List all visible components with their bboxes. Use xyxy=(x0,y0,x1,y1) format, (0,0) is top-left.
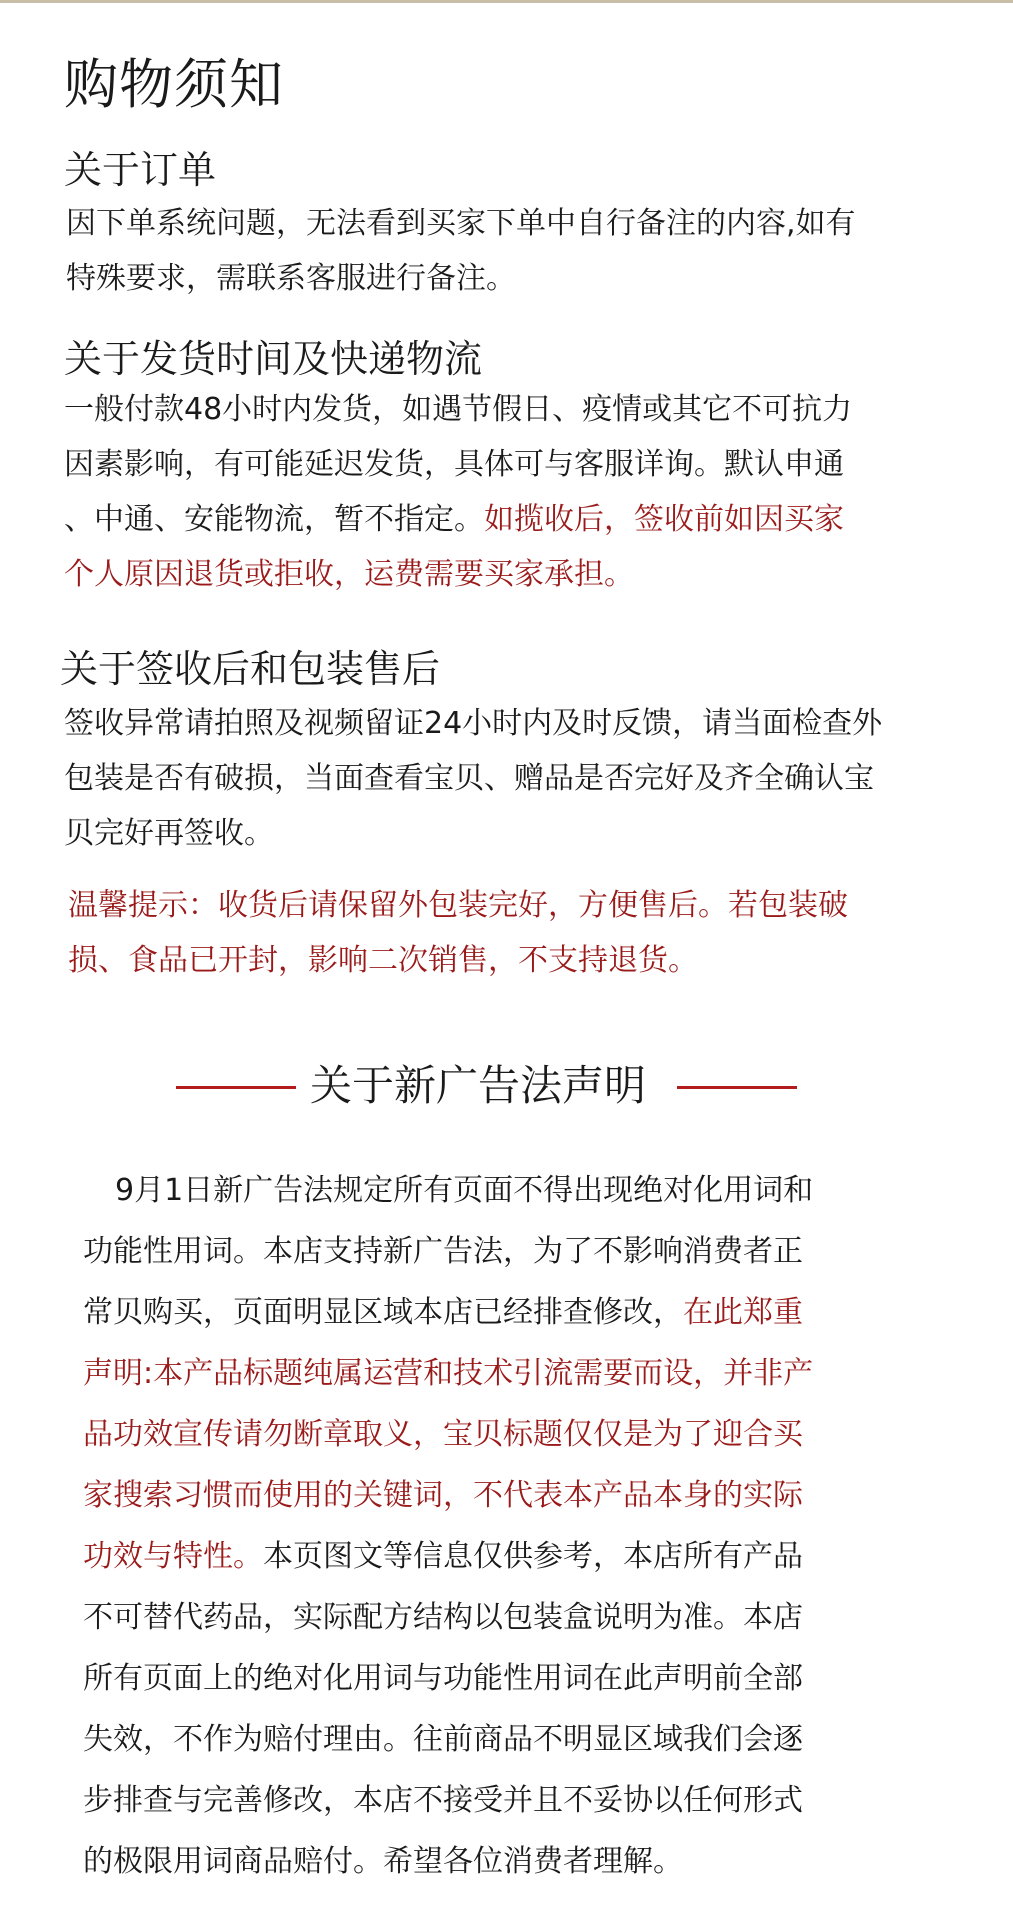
statement-line-7-text: 本页图文等信息仅供参考，本店所有产品 xyxy=(263,1539,803,1574)
statement-line-4: 声明:本产品标题纯属运营和技术引流需要而设，并非产 xyxy=(83,1356,814,1391)
statement-line-2: 功能性用词。本店支持新广告法，为了不影响消费者正 xyxy=(83,1234,803,1269)
order-paragraph xyxy=(66,196,856,306)
aftersale-tip-line-2: 损、食品已开封，影响二次销售，不支持退货。 xyxy=(68,943,698,978)
statement-line-5: 品功效宣传请勿断章取义，宝贝标题仅仅是为了迎合买 xyxy=(83,1417,803,1452)
statement-line-3-text: 常贝购买，页面明显区域本店已经排查修改， xyxy=(83,1295,683,1330)
shipping-line-3-text: 、中通、安能物流，暂不指定。 xyxy=(64,502,484,537)
aftersale-line-2: 包装是否有破损，当面查看宝贝、赠品是否完好及齐全确认宝 xyxy=(64,761,874,796)
aftersale-heading: 关于签收后和包装售后 xyxy=(60,647,441,691)
order-line-1: 因下单系统问题，无法看到买家下单中自行备注的内容,如有 xyxy=(66,206,856,241)
statement-line-8: 不可替代药品，实际配方结构以包装盒说明为准。本店 xyxy=(83,1600,803,1635)
aftersale-line-1: 签收异常请拍照及视频留证24小时内及时反馈，请当面检查外 xyxy=(64,706,883,741)
order-line-2: 特殊要求，需联系客服进行备注。 xyxy=(66,261,516,296)
ad-law-statement xyxy=(83,1160,813,1892)
statement-line-9: 所有页面上的绝对化用词与功能性用词在此声明前全部 xyxy=(83,1661,803,1696)
ad-law-heading: 关于新广告法声明 xyxy=(310,1061,647,1110)
shipping-line-1: 一般付款48小时内发货，如遇节假日、疫情或其它不可抗力 xyxy=(64,392,853,427)
shipping-line-4-warning: 个人原因退货或拒收，运费需要买家承担。 xyxy=(64,557,634,592)
statement-line-12: 的极限用词商品赔付。希望各位消费者理解。 xyxy=(83,1844,683,1879)
statement-line-3-declaration: 在此郑重 xyxy=(683,1295,803,1330)
shipping-line-2: 因素影响，有可能延迟发货，具体可与客服详询。默认申通 xyxy=(64,447,844,482)
statement-line-11: 步排查与完善修改，本店不接受并且不妥协以任何形式 xyxy=(83,1783,803,1818)
statement-line-7-declaration: 功效与特性。 xyxy=(83,1539,263,1574)
divider-line-right xyxy=(677,1086,797,1089)
aftersale-tip-line-1: 温馨提示：收货后请保留外包装完好，方便售后。若包装破 xyxy=(68,888,848,923)
statement-line-7 xyxy=(83,1526,813,1587)
statement-line-3 xyxy=(83,1282,813,1343)
aftersale-paragraph xyxy=(64,696,882,861)
shipping-line-3 xyxy=(64,492,852,547)
ad-law-title-block xyxy=(0,1058,1013,1114)
statement-line-6: 家搜索习惯而使用的关键词，不代表本产品本身的实际 xyxy=(83,1478,803,1513)
aftersale-tip xyxy=(68,878,848,988)
statement-line-10: 失效，不作为赔付理由。往前商品不明显区域我们会逐 xyxy=(83,1722,803,1757)
order-heading: 关于订单 xyxy=(64,148,217,192)
divider-line-left xyxy=(176,1086,296,1089)
shipping-heading: 关于发货时间及快递物流 xyxy=(64,337,483,381)
top-rule xyxy=(0,0,1013,3)
page-title: 购物须知 xyxy=(64,53,284,116)
shipping-line-3-warning: 如揽收后，签收前如因买家 xyxy=(484,502,844,537)
shipping-paragraph xyxy=(64,382,852,602)
aftersale-line-3: 贝完好再签收。 xyxy=(64,816,274,851)
statement-line-1: 9月1日新广告法规定所有页面不得出现绝对化用词和 xyxy=(115,1173,814,1208)
